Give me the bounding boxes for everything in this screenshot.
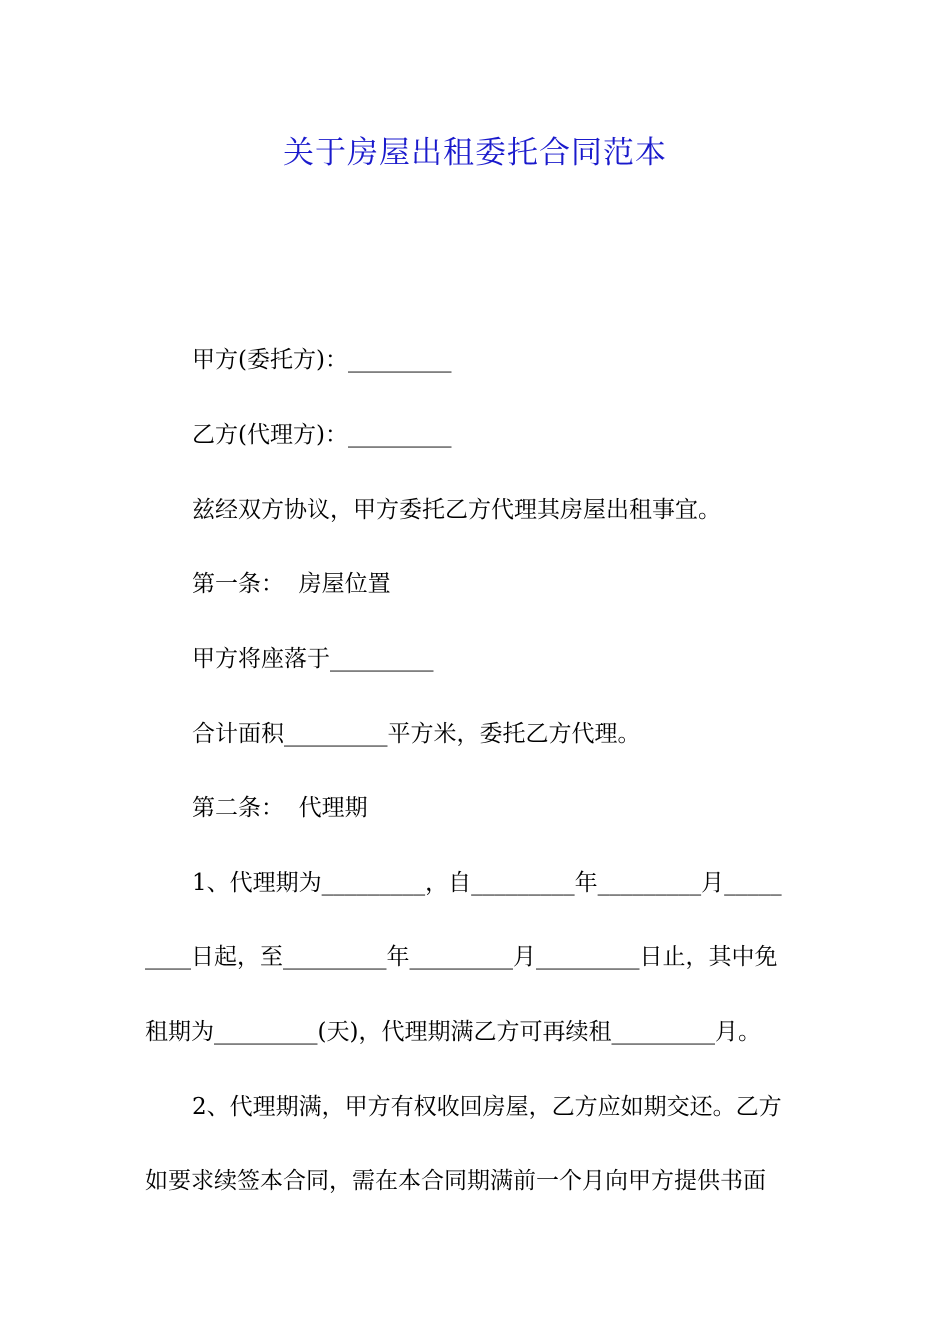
term-clause-2-line-1: 2、代理期满，甲方有权收回房屋，乙方应如期交还。乙方 <box>192 1094 782 1120</box>
property-area-line: 合计面积_________平方米，委托乙方代理。 <box>192 721 641 747</box>
article-1-heading: 第一条： 房屋位置 <box>192 571 391 597</box>
property-location-line: 甲方将座落于_________ <box>192 646 434 672</box>
party-a-line: 甲方(委托方)：_________ <box>192 347 452 373</box>
agreement-intro: 兹经双方协议，甲方委托乙方代理其房屋出租事宜。 <box>192 497 721 523</box>
article-2-heading: 第二条： 代理期 <box>192 795 368 821</box>
term-clause-1-line-1: 1、代理期为_________，自_________年_________月_____ <box>192 870 782 896</box>
party-b-line: 乙方(代理方)：_________ <box>192 422 452 448</box>
term-clause-1-line-2: ____日起，至_________年_________月_________日止，其中免 <box>145 944 778 970</box>
term-clause-2-line-2: 如要求续签本合同，需在本合同期满前一个月向甲方提供书面 <box>145 1168 766 1194</box>
document-title: 关于房屋出租委托合同范本 <box>283 135 667 171</box>
term-clause-1-line-3: 租期为_________(天)，代理期满乙方可再续租_________月。 <box>145 1019 761 1045</box>
